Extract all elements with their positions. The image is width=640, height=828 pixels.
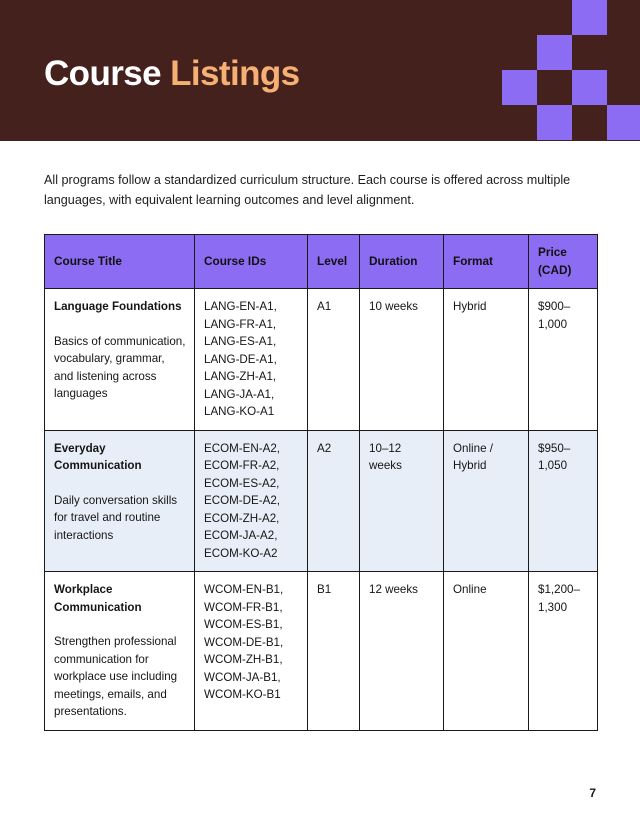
cell-price: $1,200–1,300 <box>529 572 598 731</box>
cell-format: Hybrid <box>444 289 529 431</box>
cell-course-title <box>45 430 195 572</box>
cell-course-title <box>45 289 195 431</box>
cell-course-ids: WCOM-EN-B1, WCOM-FR-B1, WCOM-ES-B1, WCOM-DE-B1, WCOM-ZH-B1, WCOM-JA-B1, WCOM-KO-B1 <box>195 572 308 731</box>
page-number: 7 <box>589 786 596 800</box>
course-title-text: Language Foundations <box>54 300 182 313</box>
cell-duration: 12 weeks <box>360 572 444 731</box>
course-description-text: Strengthen professional communication for workplace use including meetings, emails, and presentations. <box>54 635 178 718</box>
checker-square <box>537 35 572 70</box>
table-header <box>45 235 598 289</box>
cell-duration: 10 weeks <box>360 289 444 431</box>
checker-square <box>502 70 537 105</box>
table-row <box>45 430 598 572</box>
page-title <box>44 52 300 96</box>
cell-level: A2 <box>308 430 360 572</box>
course-description-text: Basics of communication, vocabulary, grammar, and listening across languages <box>54 334 186 400</box>
cell-level: A1 <box>308 289 360 431</box>
table-header-row <box>45 235 598 289</box>
page-header <box>0 0 640 141</box>
cell-duration: 10–12 weeks <box>360 430 444 572</box>
cell-price: $900–1,000 <box>529 289 598 431</box>
checker-square <box>572 70 607 105</box>
intro-paragraph: All programs follow a standardized curriculum structure. Each course is offered across multiple languages, with equivalent learning outcomes and level alignment. <box>44 173 571 207</box>
checker-pattern-decoration <box>467 0 640 141</box>
page-title-primary: Course <box>44 54 161 93</box>
course-listings-table <box>44 234 598 731</box>
cell-course-ids: ECOM-EN-A2, ECOM-FR-A2, ECOM-ES-A2, ECOM-DE-A2, ECOM-ZH-A2, ECOM-JA-A2, ECOM-KO-A2 <box>195 430 308 572</box>
course-description-text: Daily conversation skills for travel and routine interactions <box>54 493 178 542</box>
page-title-accent: Listings <box>170 54 300 93</box>
cell-format: Online <box>444 572 529 731</box>
table-row <box>45 289 598 431</box>
cell-course-ids: LANG-EN-A1, LANG-FR-A1, LANG-ES-A1, LANG-DE-A1, LANG-ZH-A1, LANG-JA-A1, LANG-KO-A1 <box>195 289 308 431</box>
checker-square <box>607 105 640 140</box>
checker-square <box>572 0 607 35</box>
cell-level: B1 <box>308 572 360 731</box>
checker-square <box>537 105 572 140</box>
table-body <box>45 289 598 731</box>
course-listings-table-container <box>44 234 597 731</box>
column-header-price: Price (CAD) <box>529 235 598 289</box>
column-header-format: Format <box>444 235 529 289</box>
cell-price: $950–1,050 <box>529 430 598 572</box>
column-header-course-ids: Course IDs <box>195 235 308 289</box>
course-title-text: Everyday Communication <box>54 441 142 472</box>
column-header-duration: Duration <box>360 235 444 289</box>
table-row <box>45 572 598 731</box>
column-header-course-title: Course Title <box>45 235 195 289</box>
column-header-level: Level <box>308 235 360 289</box>
cell-format: Online / Hybrid <box>444 430 529 572</box>
cell-course-title <box>45 572 195 731</box>
course-title-text: Workplace Communication <box>54 583 142 614</box>
